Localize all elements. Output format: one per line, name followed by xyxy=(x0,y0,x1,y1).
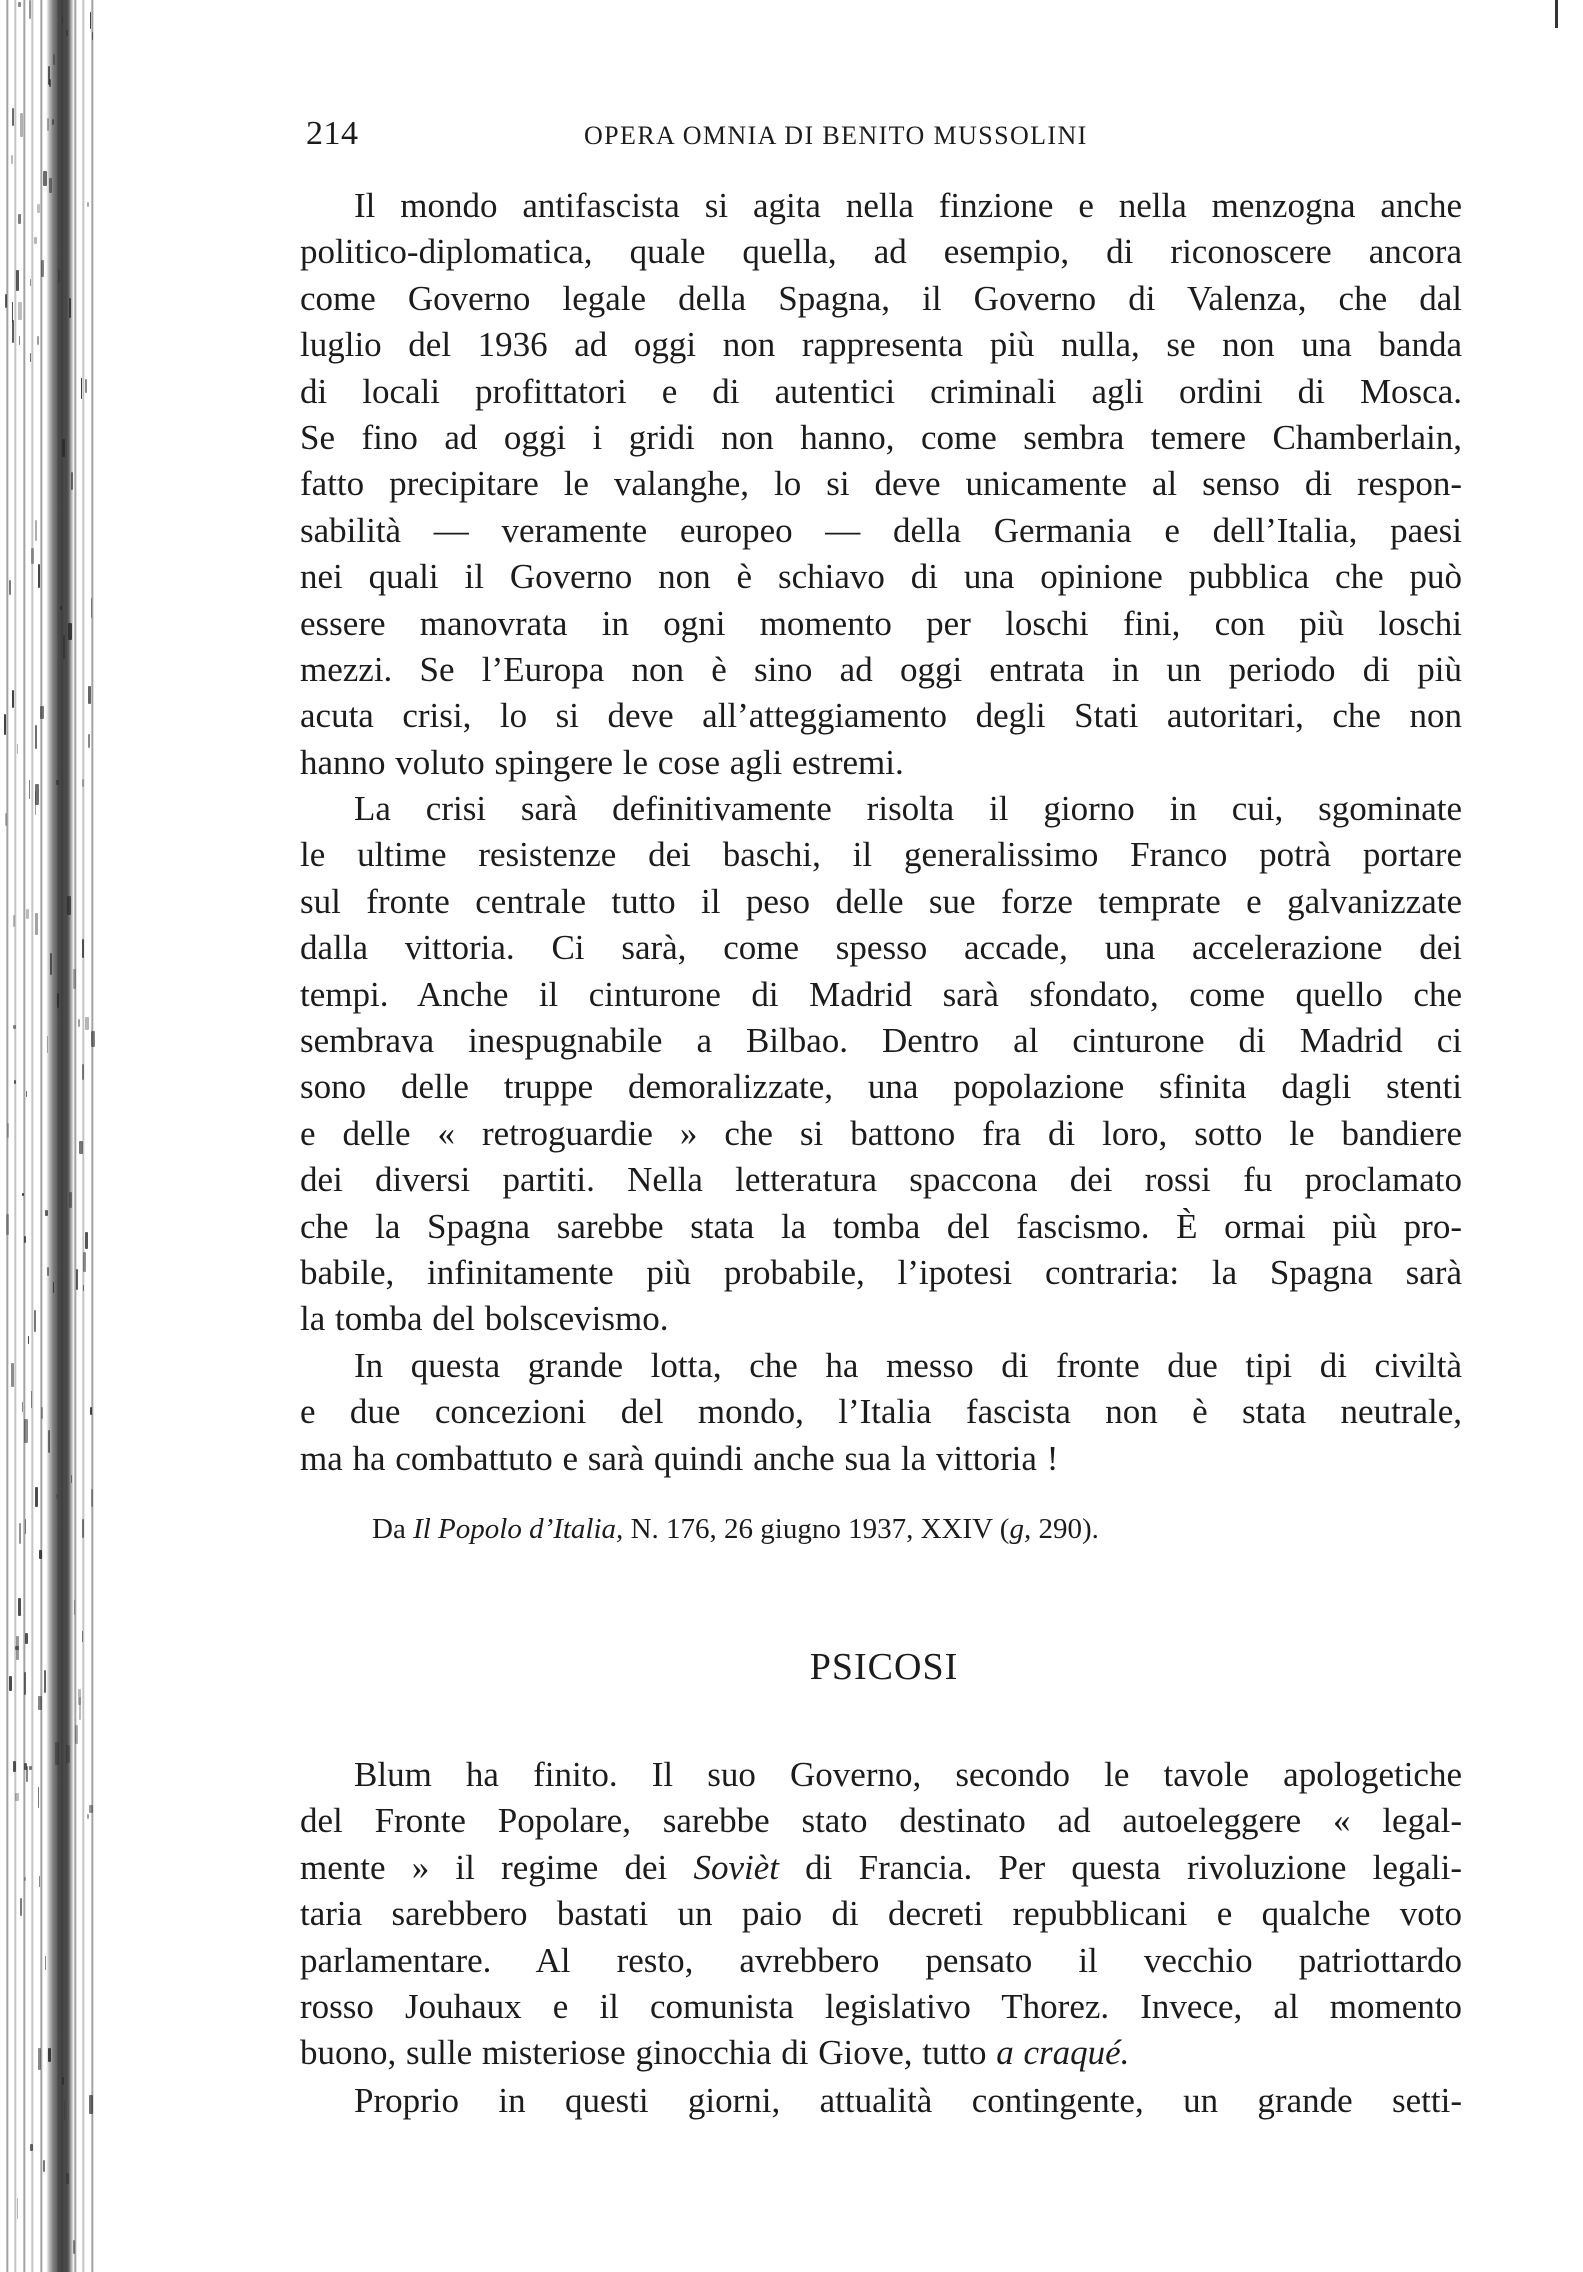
scan-speck xyxy=(55,1742,59,1765)
source-newspaper: Il Popolo d’Italia, xyxy=(413,1513,624,1545)
scan-speck xyxy=(38,1696,41,1710)
text-line: acuta crisi, lo si deve all’atteggiamento degli Stati autoritari, che non xyxy=(300,696,1462,736)
text-line: e due concezioni del mondo, l’Italia fascista non è stata neutrale, xyxy=(300,1392,1462,1432)
scan-speck xyxy=(13,1761,17,1773)
scan-speck xyxy=(29,780,31,799)
scan-speck xyxy=(12,320,14,343)
scan-speck xyxy=(78,1019,80,1028)
scan-speck xyxy=(64,2100,66,2120)
scan-speck xyxy=(6,1214,9,1236)
text-line xyxy=(300,1845,1462,1891)
scan-speck xyxy=(67,896,71,915)
text-line: le ultime resistenze dei baschi, il generalissimo Franco potrà portare xyxy=(300,835,1462,875)
scan-speck xyxy=(7,1123,9,1138)
text-line: babile, infinitamente più probabile, l’ipotesi contraria: la Spagna sarà xyxy=(300,1252,1462,1292)
scan-speck xyxy=(63,635,65,660)
paragraph-1 xyxy=(300,183,1462,786)
scan-speck xyxy=(48,2048,51,2061)
scan-speck xyxy=(56,780,59,785)
text-line: la tomba del bolscevismo. xyxy=(300,1299,669,1339)
scan-speck xyxy=(22,1193,24,1196)
scan-speck xyxy=(81,378,82,400)
text-line: fatto precipitare le valanghe, lo si deve unicamente al senso di respon- xyxy=(300,464,1462,504)
text-line: sul fronte centrale tutto il peso delle sue forze temprate e galvanizzate xyxy=(300,881,1462,921)
article-title: PSICOSI xyxy=(809,1646,959,1688)
scan-speck xyxy=(48,66,51,85)
scan-speck xyxy=(78,1689,81,1705)
text-line: dei diversi partiti. Nella letteratura spaccona dei rossi fu proclamato xyxy=(300,1160,1462,1200)
scan-speck xyxy=(40,706,43,719)
scan-speck xyxy=(41,260,44,277)
scan-speck xyxy=(38,2048,41,2070)
scan-speck xyxy=(49,178,53,194)
scan-speck xyxy=(30,2144,33,2150)
scan-speck xyxy=(47,1036,48,1053)
scan-speck xyxy=(26,1091,27,1097)
paragraph-3 xyxy=(300,1343,1462,1482)
scan-speck xyxy=(11,1363,15,1387)
scan-speck xyxy=(71,1475,72,1483)
scan-speck xyxy=(12,690,14,708)
scan-speck xyxy=(25,1519,26,1534)
paragraph-2 xyxy=(300,786,1462,1343)
text-line: nei quali il Governo non è schiavo di una opinione pubblica che può xyxy=(300,557,1462,597)
scan-speck xyxy=(12,108,14,126)
text-line: mezzi. Se l’Europa non è sino ad oggi entrata in un periodo di più xyxy=(300,649,1462,689)
text-fragment: di Francia. Per questa rivoluzione legali- xyxy=(778,1847,1462,1887)
scan-speck xyxy=(37,204,40,212)
scan-speck xyxy=(73,969,76,989)
scan-speck xyxy=(83,1285,84,1292)
scan-speck xyxy=(69,298,71,318)
scan-speck xyxy=(18,214,21,224)
paragraph-2 xyxy=(300,2078,1462,2124)
scan-speck xyxy=(5,294,7,308)
scan-speck xyxy=(18,2,21,7)
scan-speck xyxy=(34,1310,36,1332)
source-details: N. 176, 26 giugno 1937, XXIV ( xyxy=(623,1513,1010,1545)
scan-speck xyxy=(85,379,87,393)
scan-speck xyxy=(38,564,40,587)
source-sigla: g, xyxy=(1009,1513,1032,1545)
text-line: tempi. Anche il cinturone di Madrid sarà sfondato, come quello che xyxy=(300,974,1462,1014)
text-line: sabilità — veramente europeo — della Germania e dell’Italia, paesi xyxy=(300,510,1462,550)
scan-speck xyxy=(18,1598,21,1616)
scan-speck xyxy=(24,1877,26,1881)
scan-speck xyxy=(85,1017,89,1030)
text-line: e delle « retroguardie » che si battono fra di loro, sotto le bandiere xyxy=(300,1113,1462,1153)
scan-speck xyxy=(69,1192,72,1208)
scan-speck xyxy=(89,1805,93,1813)
text-line: dalla vittoria. Ci sarà, come spesso accade, una accelerazione dei xyxy=(300,928,1462,968)
scan-speck xyxy=(47,1267,48,1275)
scan-speck xyxy=(71,472,73,490)
text-line: rosso Jouhaux e il comunista legislativo Thorez. Invece, al momento xyxy=(300,1986,1462,2026)
text-line: essere manovrata in ogni momento per loschi fini, con più loschi xyxy=(300,603,1462,643)
text-line: del Fronte Popolare, sarebbe stato destinato ad autoeleggere « legal- xyxy=(300,1801,1462,1841)
scan-speck xyxy=(43,2160,45,2172)
scan-speck xyxy=(91,1489,92,1507)
scan-speck xyxy=(15,1793,19,1802)
text-fragment: buono, sulle misteriose ginocchia di Giove, tutto xyxy=(300,2033,997,2073)
scan-speck xyxy=(88,686,92,704)
text-fragment: mente » il regime dei xyxy=(300,1847,694,1887)
scan-speck xyxy=(43,171,47,186)
scan-speck xyxy=(45,1956,46,1970)
scan-speck xyxy=(85,1232,89,1249)
scan-speck xyxy=(62,17,63,24)
scan-speck xyxy=(58,269,60,282)
scan-speck xyxy=(28,1336,29,1344)
scan-speck xyxy=(89,2095,93,2114)
scan-speck xyxy=(31,548,34,564)
scan-speck xyxy=(20,113,24,137)
book-title: OPERA OMNIA DI BENITO MUSSOLINI xyxy=(584,121,1088,150)
running-head xyxy=(306,115,1306,165)
scan-speck xyxy=(35,784,39,805)
scan-speck xyxy=(88,734,90,748)
text-line: sono delle truppe demoralizzate, una popolazione sfinita dagli stenti xyxy=(300,1067,1462,1107)
scan-speck xyxy=(66,2173,69,2183)
scan-mark xyxy=(1555,0,1558,28)
scan-speck xyxy=(20,1898,22,1916)
scan-speck xyxy=(79,1141,82,1153)
scan-speck xyxy=(66,30,68,36)
italic-phrase: a craqué. xyxy=(996,2033,1130,2073)
scan-speck xyxy=(57,993,59,1008)
scan-speck xyxy=(25,1633,28,1645)
source-prefix: Da xyxy=(372,1513,414,1545)
scan-speck xyxy=(35,1487,38,1507)
scan-speck xyxy=(17,2198,18,2219)
scan-speck xyxy=(9,1676,11,1691)
scan-speck xyxy=(83,1252,86,1272)
text-line: luglio del 1936 ad oggi non rappresenta più nulla, se non una banda xyxy=(300,325,1462,365)
scan-speck xyxy=(5,813,8,826)
scan-speck xyxy=(82,1064,84,1080)
scan-speck xyxy=(19,336,21,345)
scan-speck xyxy=(82,779,84,787)
text-line: Proprio in questi giorni, attualità contingente, un grande setti- xyxy=(354,2081,1462,2120)
scan-speck xyxy=(18,302,21,320)
scan-speck xyxy=(26,909,29,919)
text-line: sembrava inespugnabile a Bilbao. Dentro al cinturone di Madrid ci xyxy=(300,1020,1462,1060)
text-line: La crisi sarà definitivamente risolta il giorno in cui, sgominate xyxy=(354,789,1462,828)
scan-speck xyxy=(14,1080,16,1083)
text-line: ma ha combattuto e sarà quindi anche sua la vittoria ! xyxy=(300,1438,1059,1478)
scan-speck xyxy=(30,353,31,363)
scan-speck xyxy=(41,1407,43,1420)
page-number: 214 xyxy=(306,115,359,152)
text-line: taria sarebbero bastati un paio di decreti repubblicani e qualche voto xyxy=(300,1894,1462,1934)
scan-speck xyxy=(24,1419,28,1443)
scan-speck xyxy=(38,1787,40,1808)
scan-speck xyxy=(16,1636,19,1660)
text-line: di locali profittatori e di autentici criminali agli ordini di Mosca. xyxy=(300,371,1462,411)
scan-speck xyxy=(35,725,36,748)
text-line: parlamentare. Al resto, avrebbero pensato il vecchio patriottardo xyxy=(300,1940,1462,1980)
text-line: Se fino ad oggi i gridi non hanno, come sembra temere Chamberlain, xyxy=(300,417,1462,457)
scan-speck xyxy=(68,623,72,640)
scan-speck xyxy=(35,913,38,935)
source-citation xyxy=(372,1513,1099,1546)
scan-speck xyxy=(29,1766,32,1771)
scan-speck xyxy=(66,1745,69,1763)
italic-word: Sovièt xyxy=(693,1847,779,1887)
scan-speck xyxy=(11,155,13,165)
text-line: politico-diplomatica, quale quella, ad esempio, di riconoscere ancora xyxy=(300,232,1462,272)
scan-speck xyxy=(48,1430,49,1453)
scan-speck xyxy=(4,714,6,735)
scan-speck xyxy=(91,598,92,618)
scan-speck xyxy=(34,237,37,244)
scan-speck xyxy=(82,1631,83,1642)
text-line: che la Spagna sarebbe stata la tomba del fascismo. È ormai più pro- xyxy=(300,1206,1462,1246)
scan-speck xyxy=(24,1763,27,1770)
scan-speck xyxy=(56,1494,58,1499)
scan-speck xyxy=(53,54,55,65)
text-line: hanno voluto spingere le cose agli estremi. xyxy=(300,742,904,782)
text-line: Blum ha finito. Il suo Governo, secondo le tavole apologetiche xyxy=(354,1755,1462,1794)
scan-speck xyxy=(30,279,31,286)
scan-speck xyxy=(90,1407,92,1415)
scan-speck xyxy=(87,202,89,207)
scan-speck xyxy=(44,1670,46,1693)
text-line: Il mondo antifascista si agita nella finzione e nella menzogna anche xyxy=(354,186,1462,225)
scan-speck xyxy=(92,32,93,40)
text-line xyxy=(300,2030,1462,2076)
scan-speck xyxy=(75,1725,78,1743)
scan-speck xyxy=(62,2077,63,2085)
scan-speck xyxy=(39,1550,42,1559)
scan-speck xyxy=(35,520,37,540)
source-suffix: 290). xyxy=(1031,1513,1099,1545)
scan-speck xyxy=(91,1031,95,1047)
scan-speck xyxy=(73,2240,74,2253)
scan-speck xyxy=(76,1269,78,1290)
scan-speck xyxy=(16,270,20,291)
scan-speck xyxy=(29,0,31,19)
text-line: come Governo legale della Spagna, il Governo di Valenza, che dal xyxy=(300,278,1462,318)
scan-speck xyxy=(50,953,51,976)
paragraph-1 xyxy=(300,1752,1462,2077)
binding-shadow xyxy=(46,0,74,2272)
scan-speck xyxy=(52,119,54,125)
scan-speck xyxy=(62,439,65,458)
scan-speck xyxy=(13,915,15,927)
text-line: In questa grande lotta, che ha messo di fronte due tipi di civiltà xyxy=(354,1346,1462,1385)
